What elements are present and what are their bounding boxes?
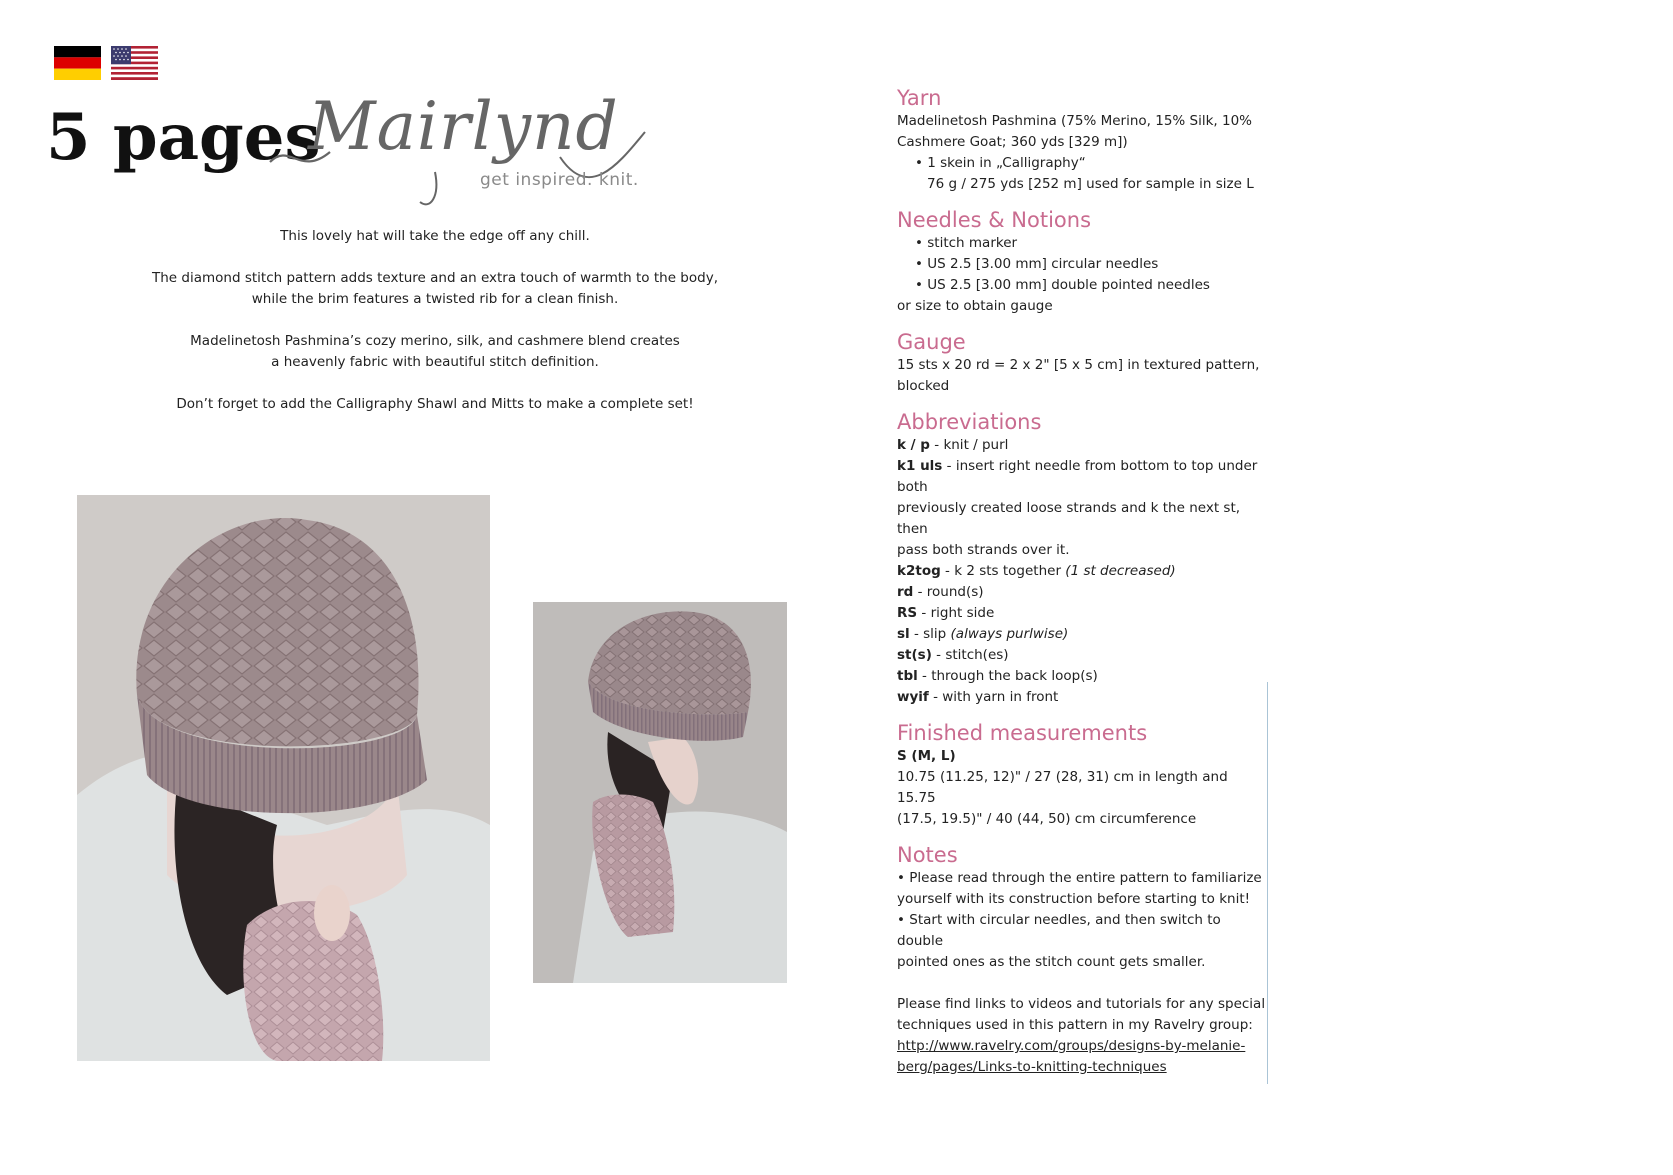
abbr-rs: RS - right side (897, 605, 995, 621)
abbr-k1uls-cont: previously created loose strands and k the next st, then (897, 500, 1241, 537)
intro-paragraph: Madelinetosh Pashmina’s cozy merino, silk, and cashmere blend creates a heavenly fabric with beautiful stitch definition. (190, 333, 680, 370)
logo-wordmark: Mairlynd (308, 88, 619, 165)
needles-footer: or size to obtain gauge (897, 298, 1053, 314)
page-count-title: 5 pages (46, 100, 321, 175)
needles-item: • US 2.5 [3.00 mm] circular needles (915, 256, 1159, 272)
logo-tagline: get inspired. knit. (480, 170, 639, 190)
needles-item: • stitch marker (915, 235, 1018, 251)
gauge-line: 15 sts x 20 rd = 2 x 2" [5 x 5 cm] in textured pattern, (897, 357, 1260, 373)
hat-photo-large (77, 495, 490, 1061)
notes-line: Please find links to videos and tutorials for any special (897, 996, 1266, 1012)
gauge-section (897, 329, 1267, 397)
needles-heading: Needles & Notions (897, 208, 1092, 232)
notes-line: techniques used in this pattern in my Ravelry group: (897, 1017, 1253, 1033)
intro-text (150, 226, 720, 436)
measurements-line: 10.75 (11.25, 12)" / 27 (28, 31) cm in length and 15.75 (897, 769, 1228, 806)
yarn-section (897, 85, 1267, 195)
abbr-sl: sl - slip (always purlwise) (897, 626, 1069, 642)
notes-line: pointed ones as the stitch count gets smaller. (897, 954, 1206, 970)
notes-line: • Start with circular needles, and then switch to double (897, 912, 1221, 949)
yarn-line: Cashmere Goat; 360 yds [329 m]) (897, 134, 1128, 150)
needles-item: • US 2.5 [3.00 mm] double pointed needles (915, 277, 1210, 293)
yarn-sub: 76 g / 275 yds [252 m] used for sample in size L (927, 176, 1254, 192)
abbr-rd: rd - round(s) (897, 584, 984, 600)
german-flag-icon[interactable] (54, 46, 101, 80)
measurements-heading: Finished measurements (897, 721, 1148, 745)
column-divider (1267, 682, 1268, 1084)
yarn-heading: Yarn (897, 86, 942, 110)
measurements-section (897, 720, 1267, 830)
language-flags (54, 46, 158, 80)
intro-paragraph: The diamond stitch pattern adds texture and an extra touch of warmth to the body, while the brim features a twisted rib for a clean finish. (152, 270, 718, 307)
us-flag-icon[interactable] (111, 46, 158, 80)
needles-section (897, 207, 1267, 317)
notes-section (897, 842, 1267, 1078)
gauge-heading: Gauge (897, 330, 966, 354)
abbr-k1uls-cont: pass both strands over it. (897, 542, 1070, 558)
title-row (46, 88, 646, 200)
abbreviations-heading: Abbreviations (897, 410, 1042, 434)
gauge-line: blocked (897, 378, 950, 394)
intro-paragraph: Don’t forget to add the Calligraphy Shawl and Mitts to make a complete set! (176, 396, 694, 412)
notes-spacer (897, 973, 1267, 994)
measurements-sizes: S (M, L) (897, 748, 956, 764)
ravelry-link[interactable]: http://www.ravelry.com/groups/designs-by-melanie- (897, 1038, 1246, 1054)
notes-line: • Please read through the entire pattern to familiarize (897, 870, 1262, 886)
yarn-line: Madelinetosh Pashmina (75% Merino, 15% Silk, 10% (897, 113, 1253, 129)
intro-paragraph: This lovely hat will take the edge off any chill. (280, 228, 590, 244)
hat-photo-side (533, 602, 787, 983)
abbreviations-section (897, 409, 1267, 708)
abbr-k1uls: k1 uls - insert right needle from bottom to top under both (897, 458, 1258, 495)
abbr-kp: k / p - knit / purl (897, 437, 1009, 453)
measurements-line: (17.5, 19.5)" / 40 (44, 50) cm circumference (897, 811, 1197, 827)
ravelry-link[interactable]: berg/pages/Links-to-knitting-techniques (897, 1059, 1167, 1075)
abbr-tbl: tbl - through the back loop(s) (897, 668, 1098, 684)
yarn-bullet: • 1 skein in „Calligraphy“ (915, 155, 1086, 171)
abbr-sts: st(s) - stitch(es) (897, 647, 1009, 663)
notes-heading: Notes (897, 843, 958, 867)
pattern-details (897, 85, 1267, 1090)
abbr-wyif: wyif - with yarn in front (897, 689, 1059, 705)
notes-line: yourself with its construction before starting to knit! (897, 891, 1251, 907)
abbr-k2tog: k2tog - k 2 sts together (1 st decreased) (897, 563, 1176, 579)
